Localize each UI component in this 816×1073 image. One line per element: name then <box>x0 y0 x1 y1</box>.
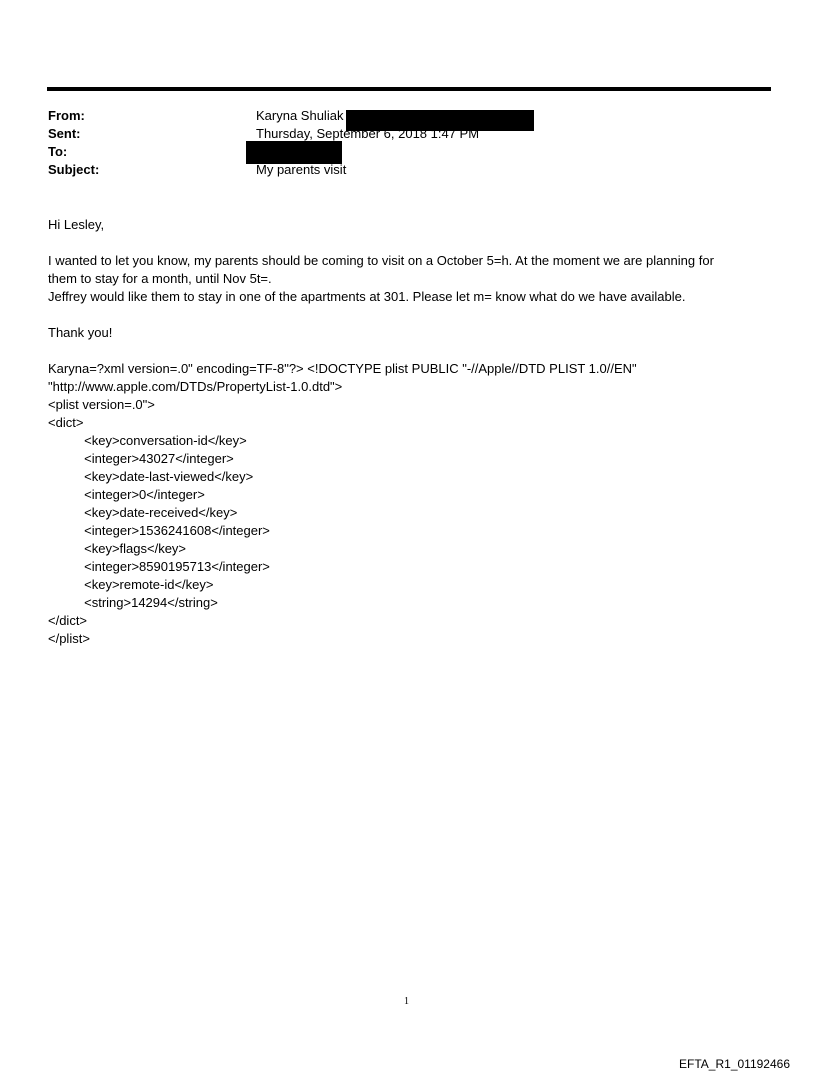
sent-value: Thursday, September 6, 2018 1:47 PM <box>256 126 480 141</box>
plist-line: <key>remote-id</key> <box>48 577 214 592</box>
page-number: 1 <box>404 996 409 1007</box>
header-rule <box>47 87 771 91</box>
from-value: Karyna Shuliak <box>256 108 344 123</box>
sent-label: Sent: <box>48 126 81 141</box>
plist-line: <integer>8590195713</integer> <box>48 559 270 574</box>
greeting: Hi Lesley, <box>48 217 105 232</box>
plist-line: <integer>0</integer> <box>48 487 205 502</box>
body-line-1: I wanted to let you know, my parents should be coming to visit on a October 5=h. At the moment we are planning for <box>48 253 714 268</box>
plist-line: "http://www.apple.com/DTDs/PropertyList-1.0.dtd"> <box>48 379 343 394</box>
plist-line: <string>14294</string> <box>48 595 218 610</box>
plist-line: </dict> <box>48 613 88 628</box>
subject-label: Subject: <box>48 162 100 177</box>
plist-line: Karyna=?xml version=.0" encoding=TF-8"?> <!DOCTYPE plist PUBLIC "-//Apple//DTD PLIST 1.0//EN" <box>48 361 637 376</box>
to-label: To: <box>48 144 68 159</box>
subject-value: My parents visit <box>256 162 347 177</box>
body-line-3: Jeffrey would like them to stay in one of the apartments at 301. Please let m= know what do we have available. <box>48 289 686 304</box>
from-label: From: <box>48 108 85 123</box>
bates-number: EFTA_R1_01192466 <box>679 1057 790 1071</box>
plist-line: </plist> <box>48 631 90 646</box>
plist-line: <key>date-last-viewed</key> <box>48 469 254 484</box>
plist-line: <key>date-received</key> <box>48 505 238 520</box>
plist-line: <key>flags</key> <box>48 541 187 556</box>
thanks-line: Thank you! <box>48 325 113 340</box>
plist-line: <integer>43027</integer> <box>48 451 234 466</box>
body-line-2: them to stay for a month, until Nov 5t=. <box>48 271 272 286</box>
to-redaction <box>246 141 342 164</box>
plist-line: <plist version=.0"> <box>48 397 155 412</box>
plist-line: <integer>1536241608</integer> <box>48 523 270 538</box>
plist-line: <key>conversation-id</key> <box>48 433 247 448</box>
plist-line: <dict> <box>48 415 84 430</box>
